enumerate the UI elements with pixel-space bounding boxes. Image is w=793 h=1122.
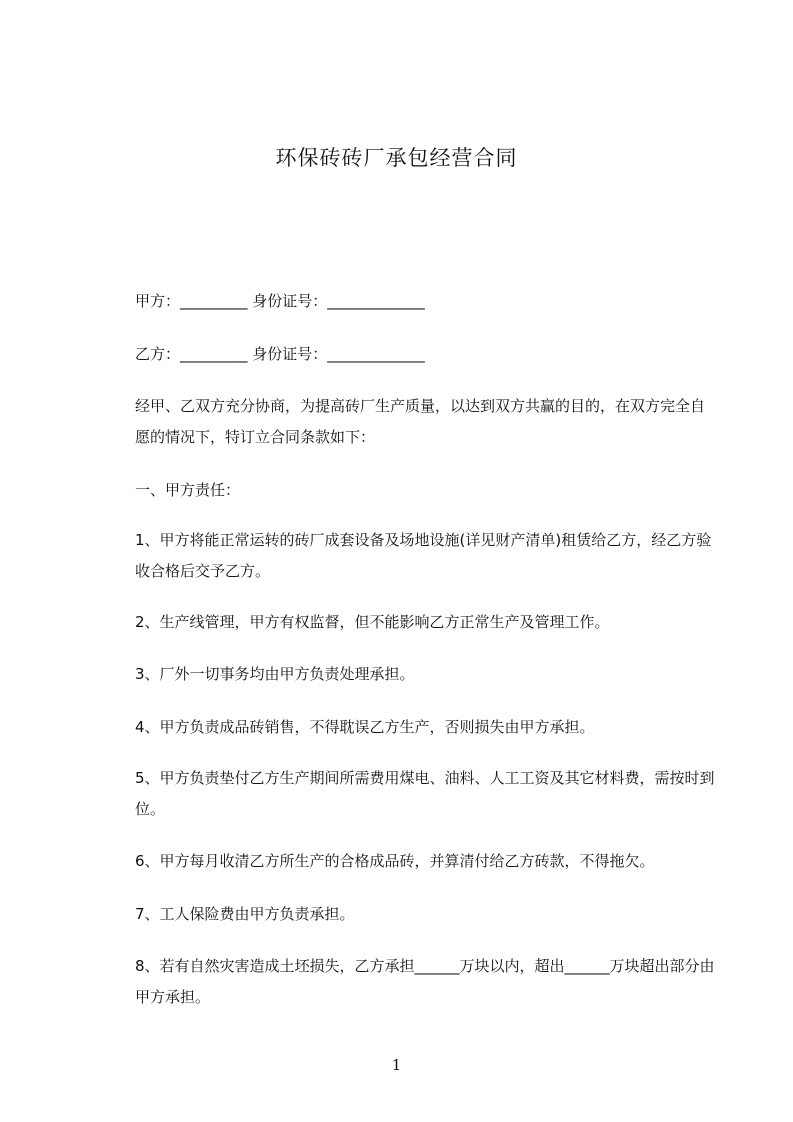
clause-2: 2、生产线管理，甲方有权监督，但不能影响乙方正常生产及管理工作。	[135, 613, 610, 631]
clause-5: 5、甲方负责垫付乙方生产期间所需费用煤电、油料、人工工资及其它材料费，需按时到位。	[135, 769, 715, 818]
page-number: 1	[391, 1056, 402, 1074]
party-a-line: 甲方：_________ 身份证号：_____________	[135, 292, 425, 310]
party-b-line: 乙方：_________ 身份证号：_____________	[135, 345, 425, 363]
clause-4: 4、甲方负责成品砖销售，不得耽误乙方生产，否则损失由甲方承担。	[135, 718, 595, 736]
section-1-heading: 一、甲方责任：	[135, 481, 241, 499]
clause-3: 3、厂外一切事务均由甲方负责处理承担。	[135, 665, 415, 683]
clause-8: 8、若有自然灾害造成土坯损失，乙方承担______万块以内，超出______万块超出部分由甲方承担。	[135, 957, 715, 1006]
clause-1: 1、甲方将能正常运转的砖厂成套设备及场地设施(详见财产清单)租赁给乙方，经乙方验收合格后交予乙方。	[135, 531, 712, 580]
intro-paragraph: 经甲、乙双方充分协商，为提高砖厂生产质量，以达到双方共赢的目的，在双方完全自愿的情况下，特订立合同条款如下：	[135, 397, 706, 446]
clause-7: 7、工人保险费由甲方负责承担。	[135, 905, 355, 923]
document-title: 环保砖砖厂承包经营合同	[275, 146, 518, 170]
clause-6: 6、甲方每月收清乙方所生产的合格成品砖，并算清付给乙方砖款，不得拖欠。	[135, 852, 655, 870]
